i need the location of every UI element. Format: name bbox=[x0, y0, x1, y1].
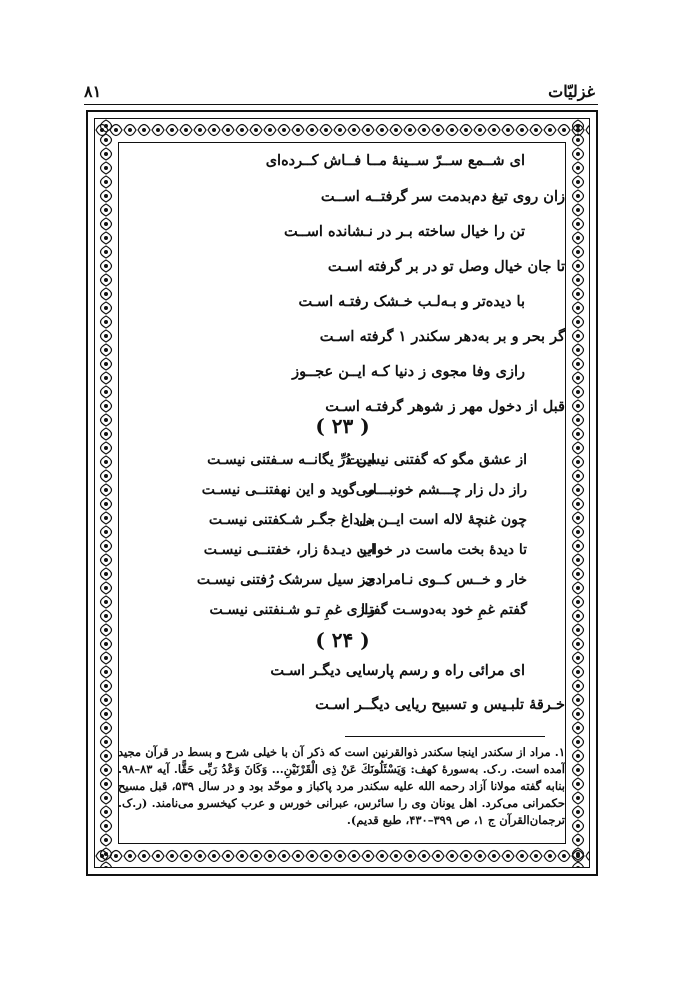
verse-line: تن را خیال ساخته بـر در نـشانده اســت bbox=[284, 223, 525, 240]
footnote-rule bbox=[345, 736, 545, 737]
verse-line: با دیده‌تر و بـه‌لـب خـشک رفتـه اسـت bbox=[298, 293, 525, 310]
poem-heading-23: ( ۲۳ ) bbox=[315, 414, 370, 438]
ornament-band-left bbox=[95, 119, 117, 867]
couplet-hemistich-right: از عشق مگو که گفتنی نیســت bbox=[346, 452, 527, 468]
ornament-band-right bbox=[567, 119, 589, 867]
verse-line: قبل از دخول مهر ز شوهر گرفتـه اسـت bbox=[325, 398, 565, 415]
couplet-hemistich-left: رازی غمِ تـو شـنفتنی نیسـت bbox=[209, 602, 375, 618]
ornament-band-bottom bbox=[95, 845, 589, 867]
verse-line: زان روی تیغ دم‌بدمت سر گرفتــه اســت bbox=[320, 188, 565, 205]
couplet-hemistich-left: این دُرِّ یگانــه سـفتنی نیسـت bbox=[207, 452, 375, 468]
verse-line: ای مرائی راه و رسم پارسایی دیگـر اسـت bbox=[270, 662, 525, 679]
couplet-hemistich-right: چون غنچهٔ لاله است ایــن دل bbox=[356, 512, 527, 528]
poem-heading-24: ( ۲۴ ) bbox=[315, 628, 370, 652]
header-rule bbox=[84, 104, 598, 105]
verse-line: ای شــمع ســرّ ســینهٔ مــا فــاش کــرده‌ای bbox=[265, 152, 525, 169]
couplet-hemistich-left: بی‌داغ جگـر شـکفتنی نیسـت bbox=[208, 512, 375, 528]
footnote: ۱. مراد از سکندر اینجا سکندر ذوالقرنین است که ذکر آن با خیلی شرح و بسط در قرآن مجید آمده است. ر.ک. به‌سورهٔ کهف: وَیَسْئَلُونَكَ عَنْ ذِی الْقَرْنَیْنِ... وَكَانَ وَعْدُ رَبِّی حَقًّا. آیه ۸۳–۹۸. بنابه گفته مولانا آزاد رحمه الله علیه سکندر مرد پاکباز و موحّد بود و در سال ۵۳۹، قبل مسیح حکمرانی می‌کرد. اهل یونان وی را سائرس، عبرانی خورس و عرب کیخسرو می‌نامند. (ر.ک. ترجمان‌القرآن ج ۱، ص ۳۹۹–۴۳۰، طبع قدیم). bbox=[118, 745, 565, 827]
couplet-hemistich-right: راز دل زار چـــشم خونبـــار bbox=[366, 482, 527, 498]
verse-line: گر بحر و بر به‌دهر سکندر ۱ گرفته اسـت bbox=[319, 328, 565, 345]
couplet-hemistich-right: خار و خــس کــوی نـامرادی bbox=[364, 572, 527, 588]
couplet-hemistich-left: جز سیل سرشک رُفتنی نیسـت bbox=[196, 572, 375, 588]
verse-line: خـرقهٔ تلبـیس و تسبیح ریایی دیگــر اسـت bbox=[315, 696, 565, 713]
couplet-hemistich-right: گفتم غمِ خود به‌دوسـت گفتـا bbox=[361, 602, 527, 618]
verse-line: تا جان خیال وصل تو در بر گرفته اسـت bbox=[327, 258, 565, 275]
header-title: غزلیّات bbox=[548, 82, 595, 101]
verse-line: رازی وفا مجوی ز دنیا کـه ایــن عجــوز bbox=[292, 363, 525, 380]
ornament-band-top bbox=[95, 119, 589, 141]
couplet-hemistich-right: تا دیدهٔ بخت ماست در خواب bbox=[359, 542, 527, 558]
page-number: ۸۱ bbox=[84, 82, 102, 101]
couplet-hemistich-left: این دیـدهٔ زار، خفتنــی نیسـت bbox=[203, 542, 375, 558]
couplet-hemistich-left: می‌گوید و این نهفتنــی نیسـت bbox=[201, 482, 375, 498]
